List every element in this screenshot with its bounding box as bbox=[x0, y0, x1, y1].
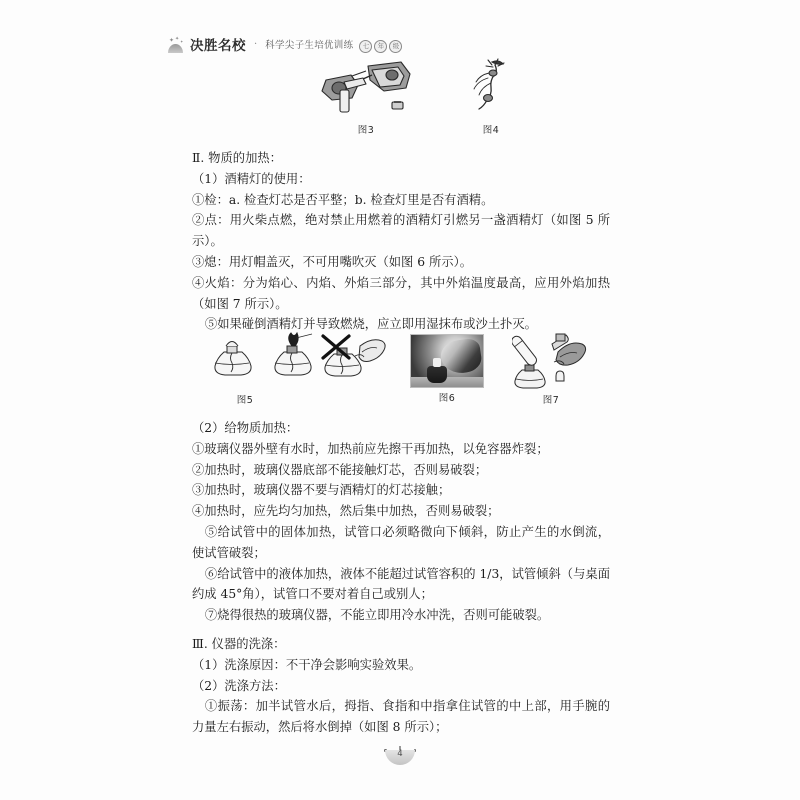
section-3-sub1-title: （1）洗涤原因：不干净会影响实验效果。 bbox=[192, 657, 422, 672]
section-2-sub2-item-7: ⑦烧得很热的玻璃仪器，不能立即用冷水冲洗，否则可能破裂。 bbox=[204, 608, 550, 623]
figure-3-illustration bbox=[306, 58, 426, 120]
page-number: 4 bbox=[397, 749, 403, 759]
section-3-heading: Ⅲ. 仪器的洗涤： bbox=[192, 637, 286, 651]
figure-6-caption: 图6 bbox=[438, 393, 456, 404]
section-2-sub1-item-1: ①检：a. 检查灯芯是否平整；b. 检查灯里是否有酒精。 bbox=[192, 192, 494, 207]
section-2-sub2-item-2: ②加热时，玻璃仪器底部不能接触灯芯，否则易破裂； bbox=[192, 462, 488, 477]
header-subtitle: 科学尖子生培优训练 bbox=[265, 40, 354, 51]
section-2-sub2-item-6: ⑥给试管中的液体加热，液体不能超过试管容积的 1/3，试管倾斜（与桌面约成 45°角），试管口不要对着自己或别人； bbox=[192, 566, 610, 602]
grade-badge-2: 年 bbox=[374, 40, 387, 53]
figure-4-caption: 图4 bbox=[482, 125, 500, 136]
section-2-text bbox=[192, 148, 610, 335]
section-2-sub1-item-5: ⑤如果碰倒酒精灯并导致燃烧，应立即用湿抹布或沙土扑灭。 bbox=[204, 317, 537, 332]
section-2-sub2-text bbox=[192, 418, 610, 626]
section-2-sub1-item-4: ④火焰：分为焰心、内焰、外焰三部分，其中外焰温度最高，应用外焰加热（如图 7 所示）。 bbox=[192, 275, 610, 311]
running-header bbox=[168, 30, 402, 54]
figure-5-caption: 图5 bbox=[236, 395, 254, 406]
figure-strip-middle bbox=[200, 332, 600, 412]
page-number-ornament-icon bbox=[381, 746, 419, 768]
brand-title: 决胜名校 bbox=[190, 38, 246, 54]
section-2-sub2-item-3: ③加热时，玻璃仪器不要与酒精灯的灯芯接触； bbox=[192, 483, 451, 498]
figure-5 bbox=[210, 332, 390, 406]
figure-7 bbox=[512, 332, 590, 406]
section-2-sub2-item-1: ①玻璃仪器外壁有水时，加热前应先擦干再加热，以免容器炸裂； bbox=[192, 441, 549, 456]
section-2-sub2-item-5: ⑤给试管中的固体加热，试管口必须略微向下倾斜，防止产生的水倒流，使试管破裂； bbox=[192, 524, 610, 560]
figure-3-caption: 图3 bbox=[357, 125, 375, 136]
section-3-sub2-title: （2）洗涤方法： bbox=[192, 678, 286, 693]
grade-badge-1: 七 bbox=[359, 40, 372, 53]
figure-4-illustration bbox=[448, 58, 534, 120]
figure-strip-top bbox=[186, 58, 616, 146]
figure-6 bbox=[410, 334, 484, 404]
section-2-sub1-item-2: ②点：用火柴点燃，绝对禁止用燃着的酒精灯引燃另一盏酒精灯（如图 5 所示）。 bbox=[192, 213, 610, 249]
page-footer bbox=[0, 746, 800, 772]
section-2-sub1-item-3: ③熄：用灯帽盖灭，不可用嘴吹灭（如图 6 所示）。 bbox=[192, 254, 473, 269]
figure-3 bbox=[306, 58, 426, 136]
figure-7-caption: 图7 bbox=[542, 395, 560, 406]
sparkle-swoosh-icon: ✦ ✦ ✦ bbox=[168, 38, 184, 54]
section-2-heading: Ⅱ. 物质的加热： bbox=[192, 151, 282, 165]
figure-7-illustration bbox=[512, 332, 590, 390]
grade-badge-3: 级 bbox=[389, 40, 402, 53]
section-3-sub2-item-1: ①振荡：加半试管水后，拇指、食指和中指拿住试管的中上部，用手腕的力量左右振动，然后将水倒掉（如图 8 所示）； bbox=[192, 699, 610, 735]
section-2-sub1-title: （1）酒精灯的使用： bbox=[192, 171, 311, 186]
section-3-text bbox=[192, 634, 610, 738]
figure-6-photograph bbox=[410, 334, 484, 388]
header-separator: · bbox=[254, 39, 258, 50]
section-2-sub2-title: （2）给物质加热： bbox=[192, 421, 299, 435]
figure-4 bbox=[448, 58, 534, 136]
grade-badge-group bbox=[359, 40, 402, 54]
section-2-sub2-item-4: ④加热时，应先均匀加热，然后集中加热，否则易破裂； bbox=[192, 504, 500, 519]
figure-5-illustration bbox=[210, 332, 390, 390]
